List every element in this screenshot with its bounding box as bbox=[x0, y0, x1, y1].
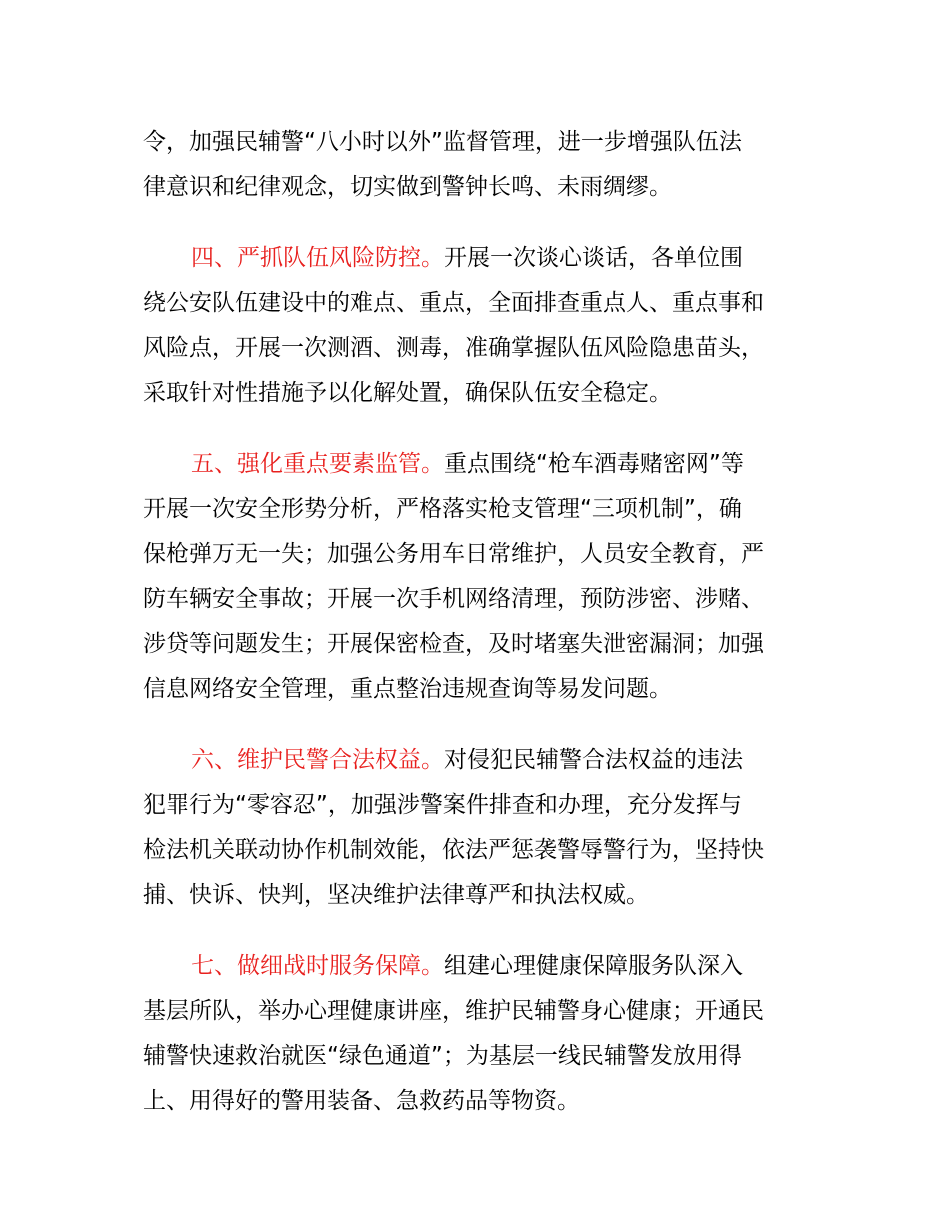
paragraph-spacer bbox=[143, 712, 815, 738]
text-line: 律意识和纪律观念，切实做到警钟长鸣、未雨绸缪。 bbox=[143, 174, 672, 200]
text-line bbox=[143, 738, 815, 783]
text-line: 辅警快速救治就医“绿色通道”；为基层一线民辅警发放用得 bbox=[143, 1043, 742, 1069]
section-text: 重点围绕“枪车酒毒赌密网”等 bbox=[444, 451, 744, 477]
text-line: 犯罪行为“零容忍”，加强涉警案件排查和办理，充分发挥与 bbox=[143, 792, 742, 818]
text-line: 开展一次安全形势分析，严格落实枪支管理“三项机制”，确 bbox=[143, 496, 742, 522]
paragraph-spacer bbox=[143, 416, 815, 442]
text-line: 基层所队，举办心理健康讲座，维护民辅警身心健康；开通民 bbox=[143, 998, 764, 1024]
paragraph-spacer bbox=[143, 210, 815, 236]
document-body bbox=[143, 120, 815, 1124]
text-line: 信息网络安全管理，重点整治违规查询等易发问题。 bbox=[143, 676, 672, 702]
section-heading: 六、维护民警合法权益。 bbox=[191, 747, 444, 773]
section-heading: 五、强化重点要素监管。 bbox=[191, 451, 444, 477]
text-line: 采取针对性措施予以化解处置，确保队伍安全稳定。 bbox=[143, 380, 672, 406]
paragraph-continuation bbox=[143, 120, 815, 210]
text-line: 涉贷等问题发生；开展保密检查，及时堵塞失泄密漏洞；加强 bbox=[143, 631, 764, 657]
paragraph-section-6 bbox=[143, 738, 815, 918]
paragraph-section-5 bbox=[143, 442, 815, 712]
section-heading: 四、严抓队伍风险防控。 bbox=[191, 245, 444, 271]
section-text: 对侵犯民辅警合法权益的违法 bbox=[444, 747, 743, 773]
text-line: 检法机关联动协作机制效能，依法严惩袭警辱警行为，坚持快 bbox=[143, 837, 764, 863]
text-line: 绕公安队伍建设中的难点、重点，全面排查重点人、重点事和 bbox=[143, 290, 764, 316]
paragraph-section-4 bbox=[143, 236, 815, 416]
section-text: 组建心理健康保障服务队深入 bbox=[444, 953, 743, 979]
text-line bbox=[143, 944, 815, 989]
text-line: 令，加强民辅警“八小时以外”监督管理，进一步增强队伍法 bbox=[143, 129, 742, 155]
text-line: 防车辆安全事故；开展一次手机网络清理，预防涉密、涉赌、 bbox=[143, 586, 764, 612]
paragraph-section-7 bbox=[143, 944, 815, 1124]
text-line bbox=[143, 236, 815, 281]
text-line: 保枪弹万无一失；加强公务用车日常维护，人员安全教育，严 bbox=[143, 541, 764, 567]
text-line: 风险点，开展一次测酒、测毒，准确掌握队伍风险隐患苗头， bbox=[143, 335, 764, 361]
paragraph-spacer bbox=[143, 918, 815, 944]
text-line: 上、用得好的警用装备、急救药品等物资。 bbox=[143, 1088, 580, 1114]
section-heading: 七、做细战时服务保障。 bbox=[191, 953, 444, 979]
text-line: 捕、快诉、快判，坚决维护法律尊严和执法权威。 bbox=[143, 882, 649, 908]
section-text: 开展一次谈心谈话，各单位围 bbox=[444, 245, 743, 271]
text-line bbox=[143, 442, 815, 487]
